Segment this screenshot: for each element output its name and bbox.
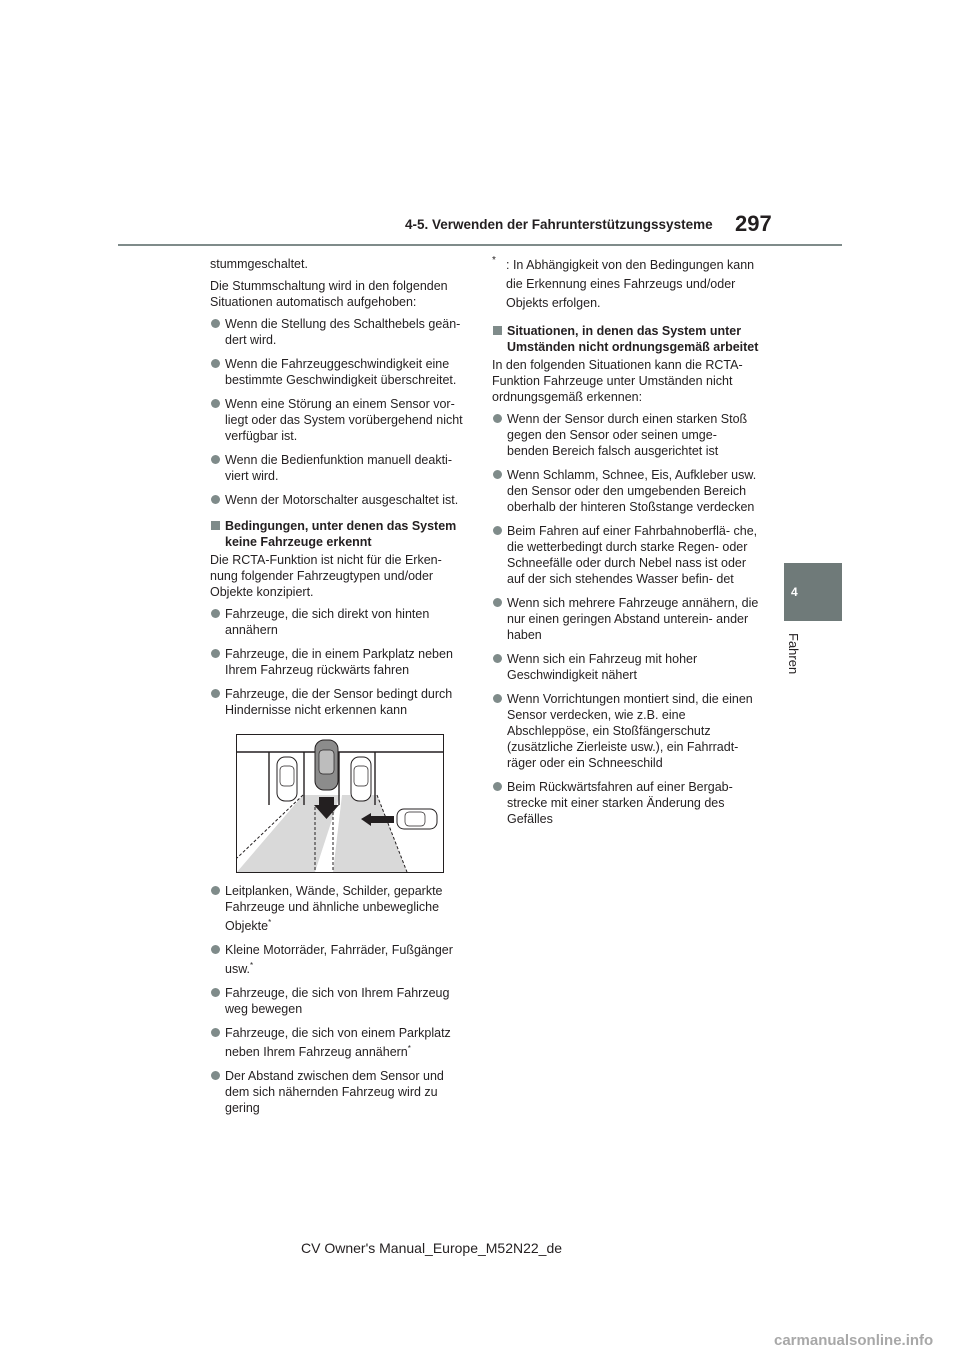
list-item: Beim Fahren auf einer Fahrbahnoberflä- che, die wetterbedingt durch starke Regen- oder Schneefälle oder durch Nebel nass ist oder auf der sich stehendes Wasser befin- det [492, 523, 760, 587]
section-paragraph: Die RCTA-Funktion ist nicht für die Erken- nung folgender Fahrzeugtypen und/oder Objekte konzipiert. [210, 553, 442, 599]
footnote-marker: * [268, 918, 272, 927]
parking-diagram [236, 734, 444, 873]
intro-text-1: stummgeschaltet. [210, 257, 308, 271]
list-item [210, 985, 468, 1017]
section-heading: Situationen, in denen das System unter Umständen nicht ordnungsgemäß arbeitet [492, 323, 760, 355]
list-item-text: Der Abstand zwischen dem Sensor und dem sich nähernden Fahrzeug wird zu gering [225, 1069, 444, 1116]
watermark-link[interactable]: carmanualsonline.info [774, 1332, 934, 1349]
list-item [210, 1025, 468, 1060]
list-item-text: Fahrzeuge, die sich von Ihrem Fahrzeug weg bewegen [225, 986, 450, 1017]
list-item: Fahrzeuge, die der Sensor bedingt durch Hindernisse nicht erkennen kann [210, 686, 468, 718]
list-item [210, 883, 468, 934]
list-item-text: Fahrzeuge, die sich von einem Parkplatz neben Ihrem Fahrzeug annähern [225, 1026, 451, 1060]
list-item: Wenn die Bedienfunktion manuell deakti- viert wird. [210, 452, 468, 484]
list-item: Wenn der Sensor durch einen starken Stoß gegen den Sensor oder seinen umge- benden Bereich falsch ausgerichtet ist [492, 411, 760, 459]
footnote-text: : In Abhängigkeit von den Bedingungen kann die Erkennung eines Fahrzeugs und/oder Objekts erfolgen. [506, 258, 755, 310]
section-paragraph: In den folgenden Situationen kann die RCTA-Funktion Fahrzeuge unter Umständen nicht ordnungsgemäß erkennen: [492, 358, 743, 404]
list-item: Wenn Vorrichtungen montiert sind, die einen Sensor verdecken, wie z.B. eine Abschleppöse, ein Stoßfängerschutz (zusätzliche Zierleiste usw.), ein Fahrradt- räger oder ein Schneeschild [492, 691, 760, 771]
chapter-label: Fahren [786, 633, 801, 675]
list-item: Wenn sich ein Fahrzeug mit hoher Geschwindigkeit nähert [492, 651, 760, 683]
list-item: Wenn sich mehrere Fahrzeuge annähern, die nur einen geringen Abstand unterein- ander haben [492, 595, 760, 643]
footnote-star: * [492, 255, 496, 266]
footnote-marker: * [407, 1044, 411, 1054]
footnote-marker: * [250, 961, 254, 971]
list-item [210, 1068, 468, 1116]
page-number: 297 [735, 211, 772, 236]
list-item: Wenn die Stellung des Schalthebels geän- dert wird. [210, 316, 468, 348]
list-item: Wenn die Fahrzeuggeschwindigkeit eine bestimmte Geschwindigkeit überschreitet. [210, 356, 468, 388]
list-item: Fahrzeuge, die sich direkt von hinten annähern [210, 606, 468, 638]
section-title: 4-5. Verwenden der Fahrunterstützungssysteme [405, 217, 713, 232]
list-item: Wenn Schlamm, Schnee, Eis, Aufkleber usw. den Sensor oder den umgebenden Bereich oberhalb der hinteren Stoßstange verdecken [492, 467, 760, 515]
right-column [492, 256, 760, 835]
list-item: Beim Rückwärtsfahren auf einer Bergab- strecke mit einer starken Änderung des Gefälles [492, 779, 760, 827]
manual-footer: CV Owner's Manual_Europe_M52N22_de [301, 1240, 563, 1256]
list-item: Fahrzeuge, die in einem Parkplatz neben Ihrem Fahrzeug rückwärts fahren [210, 646, 468, 678]
left-column [210, 256, 468, 1124]
section-heading: Bedingungen, unter denen das System keine Fahrzeuge erkennt [210, 518, 468, 550]
header-rule [118, 244, 842, 246]
list-item-text: Kleine Motorräder, Fahrräder, Fußgänger usw. [225, 943, 453, 977]
chapter-number: 4 [791, 585, 798, 599]
list-item: Wenn eine Störung an einem Sensor vor- liegt oder das System vorübergehend nicht verfügbar ist. [210, 396, 468, 444]
intro-text-2: Die Stummschaltung wird in den folgenden Situationen automatisch aufgehoben: [210, 279, 448, 309]
list-item-text: Leitplanken, Wände, Schilder, geparkte Fahrzeuge und ähnliche unbewegliche Objekte [225, 884, 443, 934]
footnote [492, 256, 760, 313]
list-item: Wenn der Motorschalter ausgeschaltet ist. [210, 492, 468, 508]
list-item [210, 942, 468, 977]
